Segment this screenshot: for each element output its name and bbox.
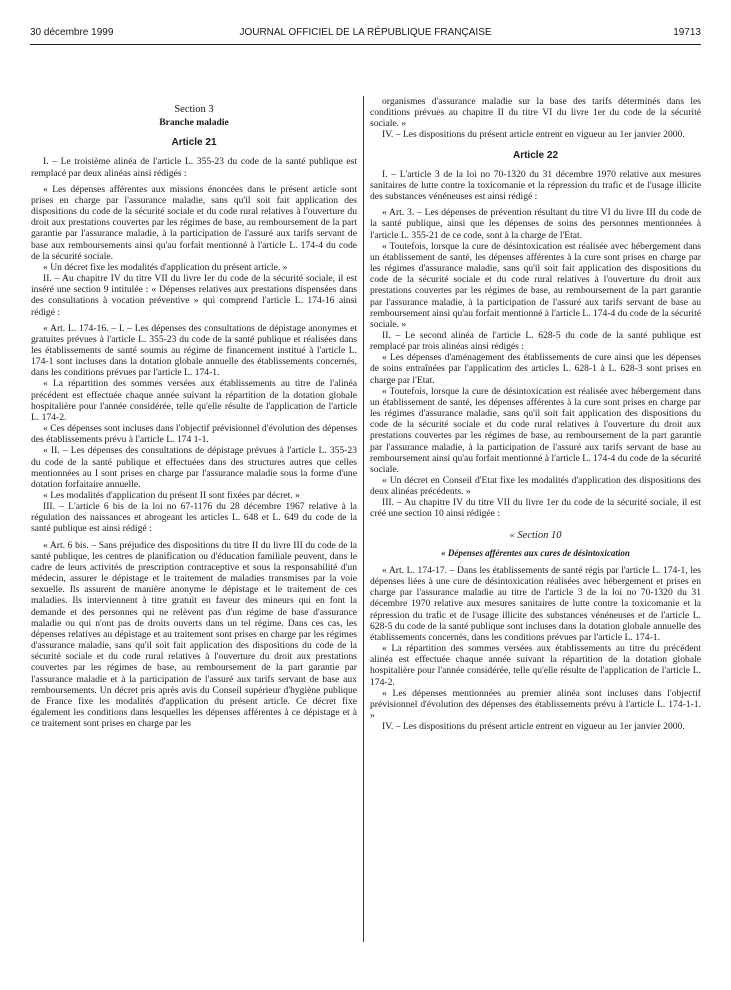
paragraph: « Les dépenses mentionnées au premier alinéa sont incluses dans l'objectif prévisionnel d'évolution des dépenses des établissements prévu à l'article L. 174-1-1. » bbox=[370, 687, 701, 721]
paragraph: II. – Le second alinéa de l'article L. 628-5 du code de la santé publique est remplacé par trois alinéas ainsi rédigés : bbox=[370, 329, 701, 353]
paragraph: III. – L'article 6 bis de la loi no 67-1176 du 28 décembre 1967 relative à la régulation des naissances et abrogeant les articles L. 648 et L. 649 du code de la santé publique est ainsi rédigé : bbox=[31, 501, 357, 535]
column-divider bbox=[363, 96, 364, 942]
paragraph: III. – Au chapitre IV du titre VII du livre 1er du code de la sécurité sociale, il est créé une section 10 ainsi rédigée : bbox=[370, 497, 701, 520]
paragraph: « Art. 3. – Les dépenses de prévention résultant du titre VI du livre III du code de la santé publique, ainsi que les dépenses de soins des personnes mentionnées à l'article L. 355-21 de ce code, sont à la charge de l'Etat. bbox=[370, 207, 701, 241]
page-header bbox=[30, 27, 701, 43]
paragraph: « La répartition des sommes versées aux établissements au titre de l'alinéa précédent est effectuée chaque année suivant la répartition de la dotation globale hospitalière pour l'année considérée, telle qu'elle résulte de l'application de l'article L. 174-2. bbox=[31, 378, 357, 423]
section-10-subtitle: « Dépenses afférentes aux cures de désintoxication bbox=[441, 547, 630, 558]
paragraph: II. – Au chapitre IV du titre VII du livre Ier du code de la sécurité sociale, il est inséré une section 9 intitulée : « Dépenses relatives aux prestations dispensées dans des consultations à vocation préventive » qui comprend l'article L. 174-16 ainsi rédigé : bbox=[31, 273, 357, 318]
right-column bbox=[370, 96, 701, 732]
paragraph: « Art. L. 174-17. – Dans les établissements de santé régis par l'article L. 174-1, les dépenses liées à une cure de désintoxication réalisées avec hébergement et prises en charge par l'assurance maladie au titre de l'article 3 de la loi no 70-1320 du 31 décembre 1970 relative aux mesures sanitaires de lutte contre la toxicomanie et la répression du trafic et de l'usage illicite des substances vénéneuses et de l'article L. 628-5 du code de la santé publique sont incluses dans la dotation globale annuelle des établissements concernés, dans les conditions prévues par l'article L. 174-1. bbox=[370, 564, 701, 643]
header-rule bbox=[30, 44, 701, 45]
paragraph: « Art. 6 bis. – Sans préjudice des dispositions du titre II du livre III du code de la santé publique, les centres de planification ou d'éducation familiale peuvent, dans le cadre de leurs activités de prescription contraceptive et sous la responsabilité d'un médecin, assurer le dépistage et le traitement de maladies transmises par la voie sexuelle. Ils assurent de manière anonyme le dépistage et le traitement de ces maladies. Ils interviennent à titre gratuit en faveur des mineurs qui en font la demande et des personnes qui ne relèvent pas d'un régime de base d'assurance maladie ou qui n'ont pas de droits ouverts dans un tel régime. Dans ces cas, les dépenses relatives au dépistage et au traitement sont prises en charge par les régimes d'assurance maladie, sans qu'il soit fait application des dispositions du code de la sécurité sociale et du code rural relatives à l'ouverture du droit aux prestations couvertes par les régimes de base, au remboursement de la part garantie par l'assurance maladie et à la participation de l'assuré aux tarifs servant de base aux remboursements. Un décret pris après avis du Conseil supérieur d'hygiène publique de France fixe les modalités d'application du présent article. Ce décret fixe également les conditions dans lesquelles les dépenses afférentes à ce dépistage et à ce traitement sont prises en charge par les bbox=[31, 539, 357, 730]
paragraph: « Un décret fixe les modalités d'application du présent article. » bbox=[43, 261, 288, 273]
paragraph: I. – Le troisième alinéa de l'article L. 355-23 du code de la santé publique est remplacé par deux alinéas ainsi rédigés : bbox=[31, 156, 357, 179]
article-22-title: Article 22 bbox=[512, 149, 559, 161]
header-page-number: 19713 bbox=[673, 27, 701, 38]
article-21-title: Article 21 bbox=[171, 137, 217, 149]
paragraph: « La répartition des sommes versées aux établissements au titre du précédent alinéa est effectuée chaque année suivant la répartition de la dotation globale hospitalière pour l'année considérée, telle qu'elle résulte de l'application de l'article L. 174-2. bbox=[370, 643, 701, 688]
paragraph: « Ces dépenses sont incluses dans l'objectif prévisionnel d'évolution des dépenses des établissements prévu à l'article L. 174 1-1. bbox=[31, 423, 357, 446]
paragraph: « Un décret en Conseil d'Etat fixe les modalités d'application des dispositions des deux alinéas précédents. » bbox=[370, 475, 701, 498]
paragraph: « Les dépenses afférentes aux missions énoncées dans le présent article sont prises en charge par l'assurance maladie, sans qu'il soit fait application des dispositions du code de la sécurité sociale et du code rural relatives à l'ouverture du droit aux prestations couvertes par les régimes de base, au remboursement de la part garantie par l'assurance maladie, à la participation de l'assuré aux tarifs servant de base aux remboursements ainsi qu'au forfait mentionné à l'article L. 174-4 du code de la sécurité sociale. bbox=[31, 183, 357, 262]
header-journal-title: JOURNAL OFFICIEL DE LA RÉPUBLIQUE FRANÇAISE bbox=[239, 27, 492, 38]
header-date: 30 décembre 1999 bbox=[30, 27, 114, 38]
paragraph: organismes d'assurance maladie sur la base des tarifs déterminés dans les conditions prévues au chapitre II du titre VI du livre 1er du code de la sécurité sociale. » bbox=[370, 96, 701, 130]
section-subheading: Branche maladie bbox=[159, 117, 229, 129]
section-heading: Section 3 bbox=[174, 104, 214, 115]
paragraph: « II. – Les dépenses des consultations de dépistage prévues à l'article L. 355-23 du code de la santé publique et effectuées dans des structures autres que celles mentionnées au I sont prises en charge par l'assurance maladie sous la forme d'une dotation forfaitaire annuelle. bbox=[31, 445, 357, 490]
section-10-title: « Section 10 bbox=[509, 529, 562, 541]
paragraph: IV. – Les dispositions du présent article entrent en vigueur au 1er janvier 2000. bbox=[382, 721, 685, 733]
left-column bbox=[31, 98, 357, 729]
paragraph: I. – L'article 3 de la loi no 70-1320 du 31 décembre 1970 relative aux mesures sanitaires de lutte contre la toxicomanie et la répression du trafic et de l'usage illicite des substances vénéneuses est ainsi rédigé : bbox=[370, 168, 701, 203]
paragraph: « Toutefois, lorsque la cure de désintoxication est réalisée avec hébergement dans un établissement de santé, les dépenses afférentes à la cure sont prises en charge par les régimes d'assurance maladie, sans qu'il soit fait application des dispositions du code de la sécurité sociale et du code rural relatives à l'ouverture du droit aux prestations couvertes par les régimes de base, au remboursement de la part garantie par l'assurance maladie, à la participation de l'assuré aux tarifs servant de base au remboursement ainsi qu'au forfait mentionné à l'article L. 174-4 du code de la sécurité sociale. » bbox=[370, 240, 701, 330]
paragraph: « Art. L. 174-16. – I. – Les dépenses des consultations de dépistage anonymes et gratuites prévues à l'article L. 355-23 du code de la santé publique et réalisées dans les établissements de santé soumis au régime de financement institué à l'article L. 174-1 sont incluses dans la dotation globale annuelle des établissements concernés, dans les conditions prévues par l'article L. 174-1. bbox=[31, 322, 357, 379]
paragraph: « Les dépenses d'aménagement des établissements de cure ainsi que les dépenses de soins entraînées par l'application des articles L. 628-1 à L. 628-3 sont prises en charge par l'Etat. bbox=[370, 352, 701, 386]
paragraph: « Les modalités d'application du présent II sont fixées par décret. » bbox=[43, 490, 300, 501]
paragraph: IV. – Les dispositions du présent article entrent en vigueur au 1er janvier 2000. bbox=[382, 129, 685, 141]
paragraph: « Toutefois, lorsque la cure de désintoxication est réalisée avec hébergement dans un établissement de santé, les dépenses afférentes à la cure sont prises en charge par les régimes d'assurance maladie, sans qu'il soit fait application des dispositions du code de la sécurité sociale et du code rural relatives à l'ouverture du droit aux prestations couvertes par les régimes de base, au remboursement de la part garantie par l'assurance maladie, à la participation de l'assuré aux tarifs servant de base au remboursement ainsi qu'au forfait mentionné à l'article L. 174-4 du code de la sécurité sociale. bbox=[370, 385, 701, 475]
